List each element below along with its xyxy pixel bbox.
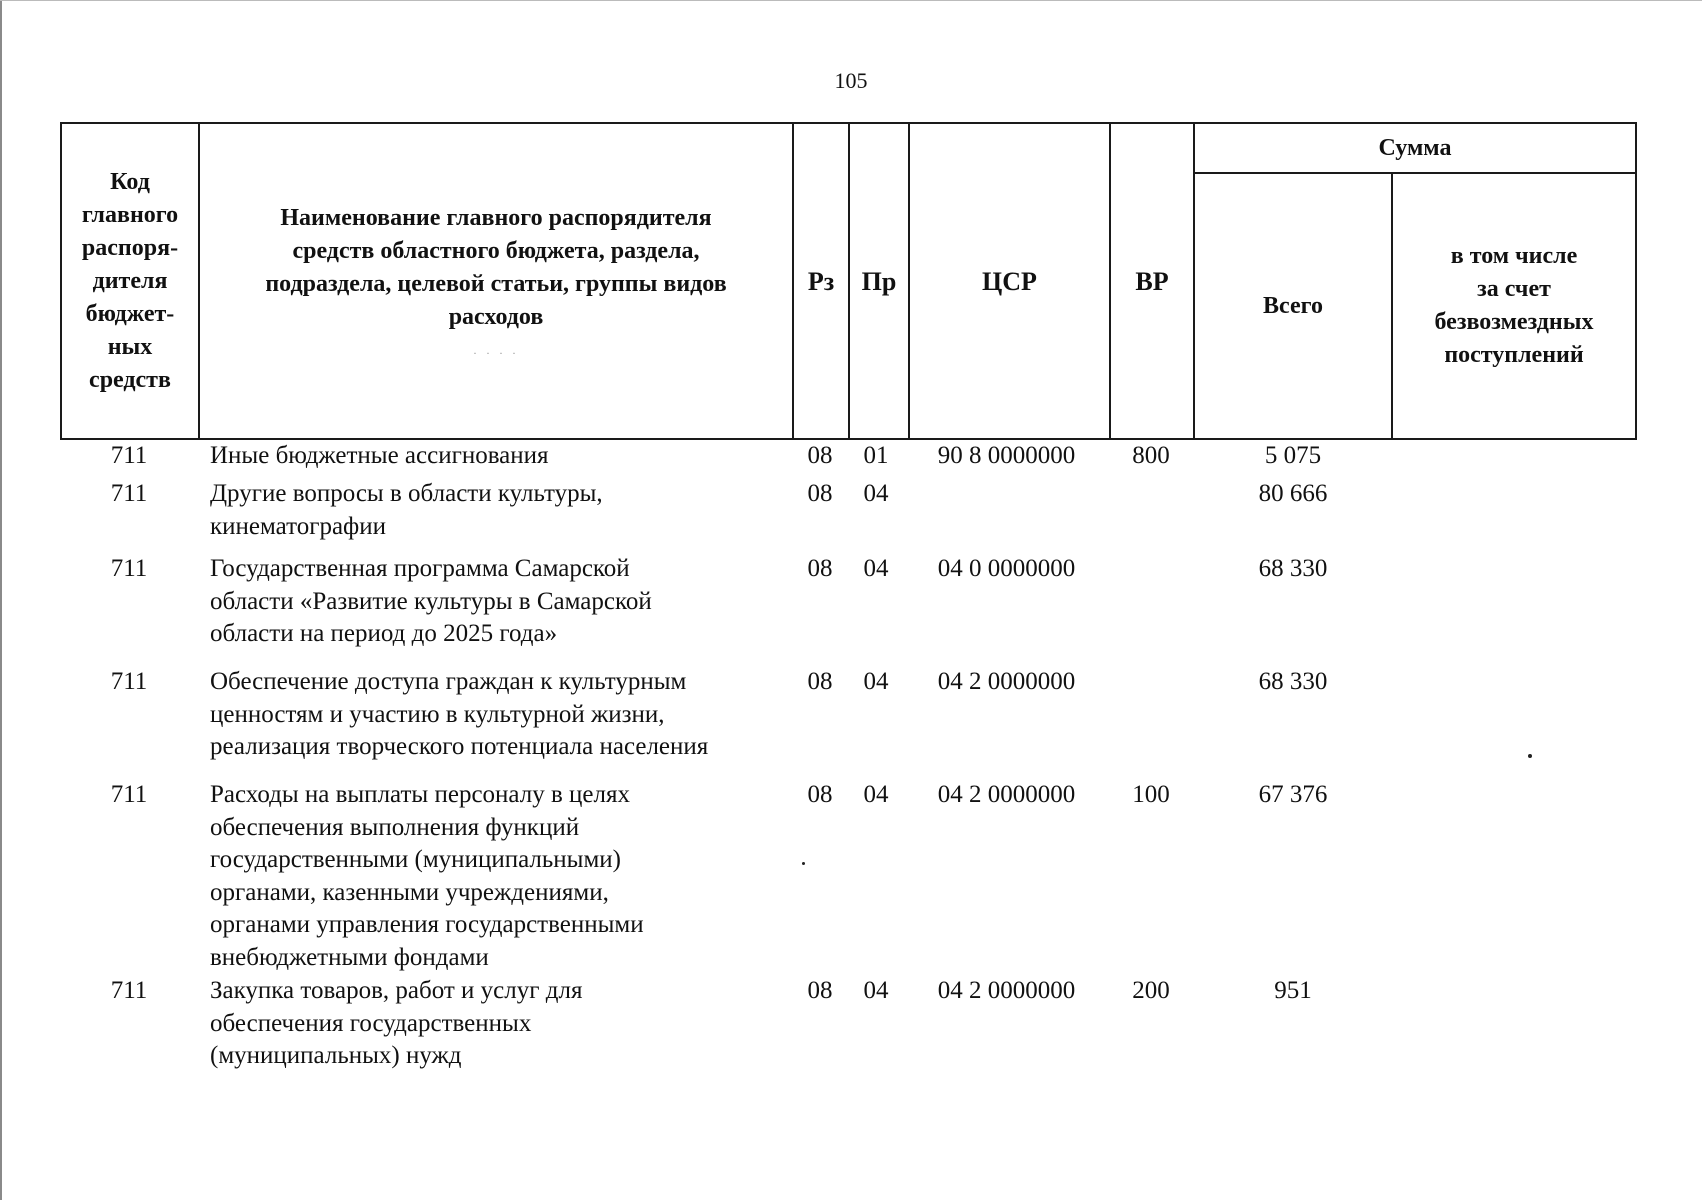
row-rz: 08 xyxy=(807,555,833,582)
row-csr: 04 0 0000000 xyxy=(937,555,1076,582)
scan-speck xyxy=(1528,754,1532,758)
scan-noise: · · · · xyxy=(473,346,519,360)
row-code: 711 xyxy=(110,555,148,582)
row-pr: 04 xyxy=(863,781,889,808)
scan-speck xyxy=(802,862,805,865)
row-name: Обеспечение доступа граждан к культурным ценностям и участию в культурной жизни, реализация творческого потенциала населения xyxy=(210,668,709,760)
row-rz: 08 xyxy=(807,480,833,507)
row-vr: 800 xyxy=(1132,442,1170,469)
row-csr: 04 2 0000000 xyxy=(937,781,1076,808)
row-pr: 04 xyxy=(863,480,889,507)
header-vr: ВР xyxy=(1110,123,1194,439)
row-pr: 04 xyxy=(863,977,889,1004)
row-code: 711 xyxy=(110,668,148,695)
header-name: Наименование главного распорядителя средств областного бюджета, раздела, подраздела, целевой статьи, группы видов расходов · · · · xyxy=(199,123,793,439)
row-csr: 04 2 0000000 xyxy=(937,668,1076,695)
row-pr: 04 xyxy=(863,668,889,695)
row-name: Расходы на выплаты персоналу в целях обеспечения выполнения функций государственными (муниципальными) органами, казенными учреждениями, органами управления государственными внебюджетными фондами xyxy=(210,781,644,971)
header-free: в том числе за счет безвозмездных поступлений xyxy=(1392,173,1636,439)
table-row xyxy=(60,975,1635,1075)
row-rz: 08 xyxy=(807,977,833,1004)
row-name: Государственная программа Самарской области «Развитие культуры в Самарской области на период до 2025 года» xyxy=(210,555,652,647)
table-row xyxy=(60,666,1635,779)
header-sum: Сумма xyxy=(1194,123,1636,173)
row-pr: 01 xyxy=(863,442,889,469)
header-total: Всего xyxy=(1194,173,1392,439)
row-total: 80 666 xyxy=(1258,480,1328,507)
row-code: 711 xyxy=(110,781,148,808)
table-row xyxy=(60,553,1635,666)
row-csr: 90 8 0000000 xyxy=(937,442,1076,469)
table-body xyxy=(60,440,1635,1075)
row-total: 68 330 xyxy=(1258,668,1328,695)
row-code: 711 xyxy=(110,977,148,1004)
row-name: Иные бюджетные ассигнования xyxy=(210,442,549,469)
row-total: 67 376 xyxy=(1258,781,1328,808)
table-row xyxy=(60,779,1635,975)
row-total: 5 075 xyxy=(1264,442,1322,469)
header-pr: Пр xyxy=(849,123,909,439)
table-row xyxy=(60,478,1635,553)
row-code: 711 xyxy=(110,480,148,507)
scan-left-edge xyxy=(0,0,2,1200)
row-rz: 08 xyxy=(807,442,833,469)
scan-top-edge xyxy=(0,0,1702,1)
row-name: Другие вопросы в области культуры, кинематографии xyxy=(210,480,603,540)
header-csr: ЦСР xyxy=(909,123,1110,439)
table-row xyxy=(60,440,1635,478)
page-number: 105 xyxy=(834,68,868,93)
header-code: Код главного распоря- дителя бюджет- ных средств xyxy=(61,123,199,439)
row-rz: 08 xyxy=(807,668,833,695)
header-rz: Рз xyxy=(793,123,849,439)
row-vr: 200 xyxy=(1132,977,1170,1004)
row-name: Закупка товаров, работ и услуг для обеспечения государственных (муниципальных) нужд xyxy=(210,977,583,1069)
row-rz: 08 xyxy=(807,781,833,808)
row-vr: 100 xyxy=(1132,781,1170,808)
row-code: 711 xyxy=(110,442,148,469)
row-csr: 04 2 0000000 xyxy=(937,977,1076,1004)
table-header xyxy=(60,122,1637,440)
row-total: 951 xyxy=(1274,977,1312,1004)
row-total: 68 330 xyxy=(1258,555,1328,582)
row-pr: 04 xyxy=(863,555,889,582)
